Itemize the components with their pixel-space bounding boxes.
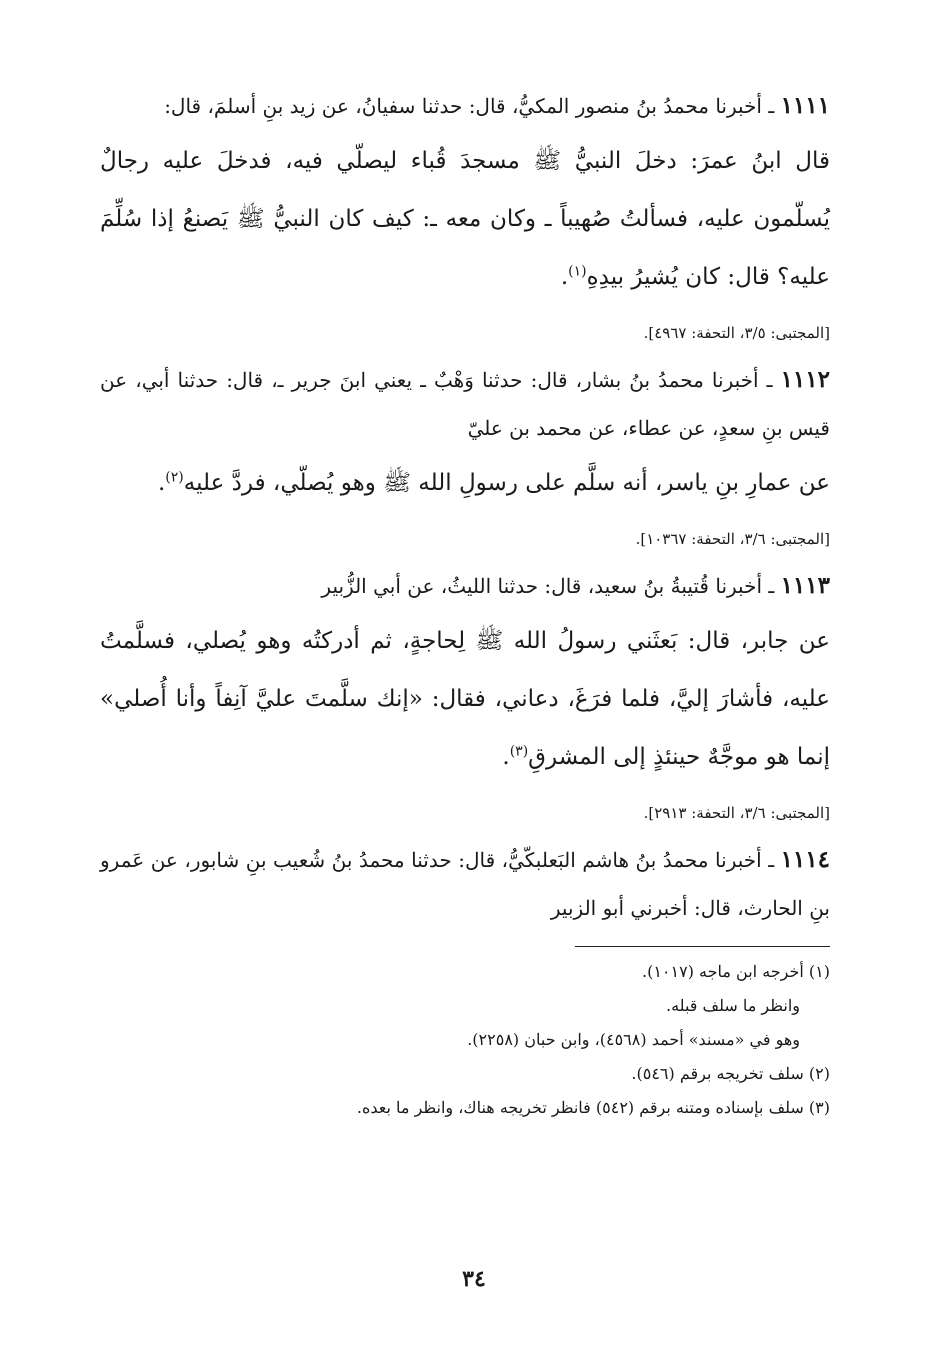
hadith-header	[100, 356, 830, 452]
hadith-text-end: .	[560, 264, 569, 290]
hadith-chain: ـ أخبرنا محمدُ بنُ هاشم البَعلبكّيُّ، قال: حدثنا محمدُ بنُ شُعيب بنِ شابور، عن عَمرو بنِ الحارث، قال: أخبرني أبو الزبير	[100, 848, 830, 920]
hadith-text-end: .	[157, 470, 166, 496]
hadith-number: ١١١٢	[780, 366, 830, 393]
hadith-chain: ـ أخبرنا محمدُ بنُ بشار، قال: حدثنا وَهْبٌ ـ يعني ابنَ جرير ـ، قال: حدثنا أبي، عن قيس بنِ سعدٍ، عن عطاء، عن محمد بن عليّ	[100, 368, 830, 440]
hadith-reference: [المجتبى: ٣/٦، التحفة: ١٠٣٦٧].	[635, 530, 830, 548]
hadith-text-end: .	[502, 744, 510, 770]
hadith-number: ١١١٤	[780, 846, 830, 873]
footnote-marker[interactable]: (١)	[568, 263, 587, 280]
hadith-text-body: عن عمارِ بنِ ياسر، أنه سلَّم على رسولِ الله ﷺ وهو يُصلّي، فردَّ عليه	[183, 470, 830, 496]
footnote-1-continued: وانظر ما سلف قبله.	[666, 996, 800, 1015]
hadith-header	[100, 82, 830, 130]
hadith-1114	[100, 836, 830, 932]
hadith-text	[100, 612, 830, 786]
hadith-number: ١١١١	[780, 92, 830, 119]
hadith-1112	[100, 356, 830, 556]
hadith-chain: ـ أخبرنا محمدُ بنُ منصور المكيُّ، قال: حدثنا سفيانُ، عن زيد بنِ أسلمَ، قال:	[164, 94, 781, 118]
hadith-number: ١١١٣	[780, 572, 830, 599]
footnote-2: (٢) سلف تخريجه برقم (٥٤٦).	[631, 1064, 830, 1083]
hadith-header	[100, 562, 830, 610]
footnotes	[100, 955, 830, 1125]
page-number: ٣٤	[462, 1266, 486, 1292]
hadith-text-body: قال ابنُ عمرَ: دخلَ النبيُّ ﷺ مسجدَ قُباء ليصلّي فيه، فدخلَ عليه رجالٌ يُسلّمون عليه، فسألتُ صُهيباً ـ وكان معه ـ: كيف كان النبيُّ ﷺ يَصنعُ إذا سُلِّمَ عليه؟ قال: كان يُشيرُ بيدِهِ	[100, 148, 830, 290]
footnote-marker[interactable]: (٢)	[165, 469, 184, 486]
hadith-reference: [المجتبى: ٣/٥، التحفة: ٤٩٦٧].	[643, 324, 830, 342]
footnote-1: (١) أخرجه ابن ماجه (١٠١٧).	[642, 962, 830, 981]
hadith-header	[100, 836, 830, 932]
hadith-text	[100, 132, 830, 306]
hadith-text	[100, 454, 830, 512]
hadith-1111	[100, 82, 830, 350]
hadith-chain: ـ أخبرنا قُتيبةُ بنُ سعيد، قال: حدثنا الليثُ، عن أبي الزُّبير	[321, 574, 781, 598]
footnote-3: (٣) سلف بإسناده ومتنه برقم (٥٤٢) فانظر تخريجه هناك، وانظر ما بعده.	[356, 1098, 830, 1117]
hadith-text-body: عن جابر، قال: بَعثَني رسولُ الله ﷺ لِحاجةٍ، ثم أدركتُه وهو يُصلي، فسلَّمتُ عليه، فأشارَ إليَّ، فلما فرَغَ، دعاني، فقال: «إنك سلَّمتَ عليَّ آنِفاً وأنا أُصلي» إنما هو موجَّهٌ حينئذٍ إلى المشرقِ	[100, 628, 830, 770]
footnote-1-continued: وهو في «مسند» أحمد (٤٥٦٨)، وابن حبان (٢٢٥٨).	[467, 1030, 800, 1049]
hadith-reference: [المجتبى: ٣/٦، التحفة: ٢٩١٣].	[643, 804, 830, 822]
footnote-marker[interactable]: (٣)	[509, 743, 529, 760]
footnote-separator	[575, 946, 830, 947]
hadith-1113	[100, 562, 830, 830]
page-content	[100, 82, 830, 1125]
